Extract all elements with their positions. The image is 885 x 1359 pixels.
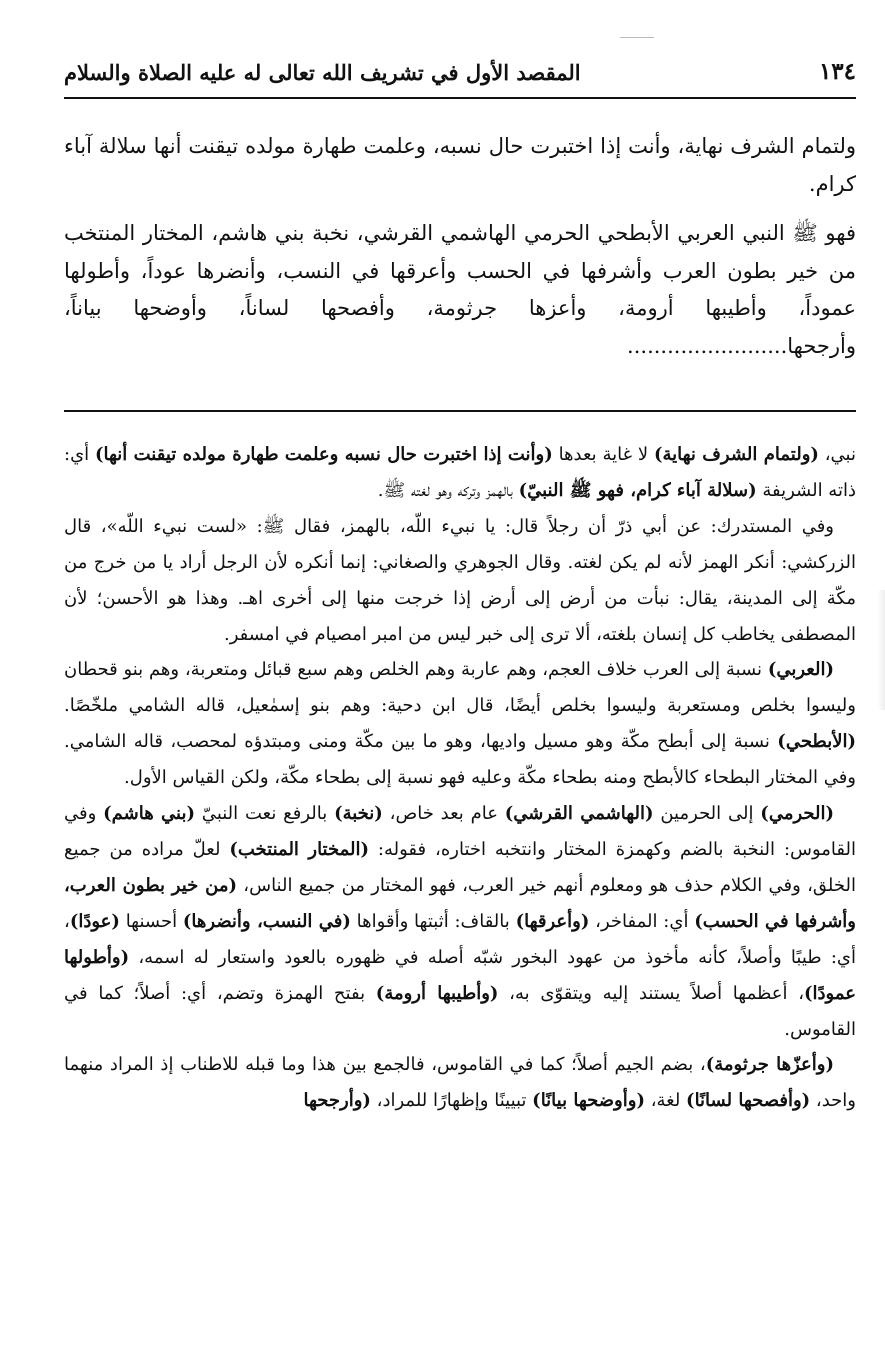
scan-mark [620,37,654,38]
main-text-paragraph [64,128,856,203]
main-text-paragraph [64,215,856,365]
quoted-phrase: (الهاشمي القرشي) [504,803,654,825]
quoted-phrase: (وأرجحها [303,1090,371,1112]
commentary-text: نبي، [818,444,857,465]
quoted-phrase: (وأوضحها بيانًا) [532,1090,645,1112]
quoted-phrase: (وأطولها عمودًا) [64,946,856,1004]
main-text-line: ولتمام الشرف نهاية، وأنت إذا اختبرت حال نسبه، وعلمت طهارة مولده تيقنت أنها سلالة آباء كرام. [64,134,856,196]
commentary-text: نسبة إلى العرب خلاف العجم، وهم عاربة وهم الخلص وهم سبع قبائل ومتعربة، وهم بنو قحطان وليسوا بخلص ومستعربة وليسوا بخلص أيضًا، قال ابن دحية: وهم بنو إسمٰعيل، قاله الشامي ملخّصًا. [64,659,856,717]
quoted-phrase: (سلالة آباء كرام، فهو ﷺ النبيّ) [518,479,757,501]
running-title: المقصد الأول في تشريف الله تعالى له عليه الصلاة والسلام [64,60,581,85]
quoted-phrase: (المختار المنتخب) [229,838,370,860]
commentary-text: ، بضم الجيم أصلاً؛ كما في القاموس، فالجمع بين هذا وما قبله للاطناب إذ المراد منهما واحد، [64,1054,856,1112]
commentary-text: بالرفع نعت النبيّ [195,803,335,825]
commentary-text: وفي القاموس: النخبة بالضم وكهمزة المختار وانتخبه اختاره، فقوله: [64,803,856,860]
commentary-paragraph [64,652,856,796]
quoted-phrase: (الأبطحي) [777,731,856,753]
scan-edge-shadow [877,590,885,710]
commentary-text: وفي المستدرك: عن أبي ذرّ أن رجلاً قال: يا نبيء اللّه، بالهمز، فقال ﷺ: «لست نبيء اللّه»، قال الزركشي: أنكر الهمز لأنه لم يكن لغته. وقال الجوهري والصغاني: إنما أنكره لأن الرجل أراد يا من خرج من مكّة إلى المدينة، يقال: نبأت من أرض إلى أرض إذا خرجت منها إلى أخرى اهـ. وهذا هو الأحسن؛ لأن المصطفى يخاطب كل إنسان بلغته، ألا ترى إلى خبر ليس من امبر امصيام في امسفر. [64,515,856,645]
commentary-text: أحسنها [119,910,183,932]
main-text [64,128,856,365]
commentary-text: عام بعد خاص، [382,803,505,825]
commentary-text: نسبة إلى أبطح مكّة وهو مسيل واديها، وهو ما بين مكّة ومنى ومبتدؤه لمحصب، قاله الشامي. وفي المختار البطحاء كالأبطح ومنه بطحاء مكّة وعليه فهو نسبة إلى بطحاء مكّة، ولكن القياس الأول. [64,731,856,789]
commentary-text: لا غاية بعدها [552,444,654,465]
commentary-text: أي: المفاخر، [589,910,695,932]
page-number: ١٣٤ [818,58,856,85]
continuation-dots: ........................ [627,333,788,358]
quoted-phrase: (وأطيبها أرومة) [375,982,499,1004]
quoted-phrase: (في النسب، وأنضرها) [182,910,351,932]
header-rule [64,97,856,99]
commentary-paragraph [64,1047,856,1119]
quoted-phrase: (وأعرقها) [515,910,590,932]
quoted-phrase: (وأفصحها لسانًا) [686,1090,811,1112]
quoted-phrase: (وأعزّها جرثومة) [705,1054,834,1076]
main-text-line: فهو ﷺ النبي العربي الأبطحي الحرمي الهاشمي القرشي، نخبة بني هاشم، المختار المنتخب من خير بطون العرب وأشرفها في الحسب وأعرقها في النسب، وأنضرها عوداً، وأطولها عموداً، وأطيبها أرومة، وأعزها جرثومة، وأفصحها لساناً، وأوضحها بياناً، وأرجحها [64,221,856,358]
commentary-text: بالقاف: أثبتها وأقواها [350,910,516,932]
commentary-text: بالهمز وتركه وهو لغته ﷺ. [377,479,519,501]
quoted-phrase: (من خير بطون العرب، وأشرفها في الحسب) [64,874,856,932]
quoted-phrase: (بني هاشم) [103,803,195,825]
page-header [64,56,856,94]
commentary-text: إلى الحرمين [653,803,761,825]
quoted-phrase: (العربي) [767,659,834,681]
quoted-phrase: (وأنت إذا اختبرت حال نسبه وعلمت طهارة مولده تيقنت أنها) [94,444,553,465]
commentary-text: لعلّ مراده من جميع الخلق، وفي الكلام حذف هو ومعلوم أنهم خير العرب، فهو المختار من جميع الناس، [64,838,856,896]
commentary-text: أي: ذاته الشريفة [64,444,856,501]
commentary-text: بفتح الهمزة وتضم، أي: أصلاً؛ كما في القاموس. [64,982,856,1040]
commentary-paragraph [64,796,856,1047]
quoted-phrase: (ولتمام الشرف نهاية) [653,444,819,465]
quoted-phrase: (نخبة) [334,803,383,825]
commentary-paragraph [64,437,856,509]
separator-rule [64,410,856,412]
commentary-text: ، أعظمها أصلاً يستند إليه ويتقوّى به، [498,982,805,1004]
quoted-phrase: (الحرمي) [760,803,835,825]
commentary-paragraph [64,509,856,653]
commentary [64,437,856,1119]
quoted-phrase: (عودًا) [69,910,120,932]
commentary-text: ، أي: طيبًا وأصلاً، كأنه مأخوذ من عهود البخور شبّه أصله في ظهوره بالعود واستعار له اسمه، [64,910,856,968]
commentary-text: لغة، [644,1090,687,1112]
commentary-text: تبيينًا وإظهارًا للمراد، [370,1090,533,1112]
